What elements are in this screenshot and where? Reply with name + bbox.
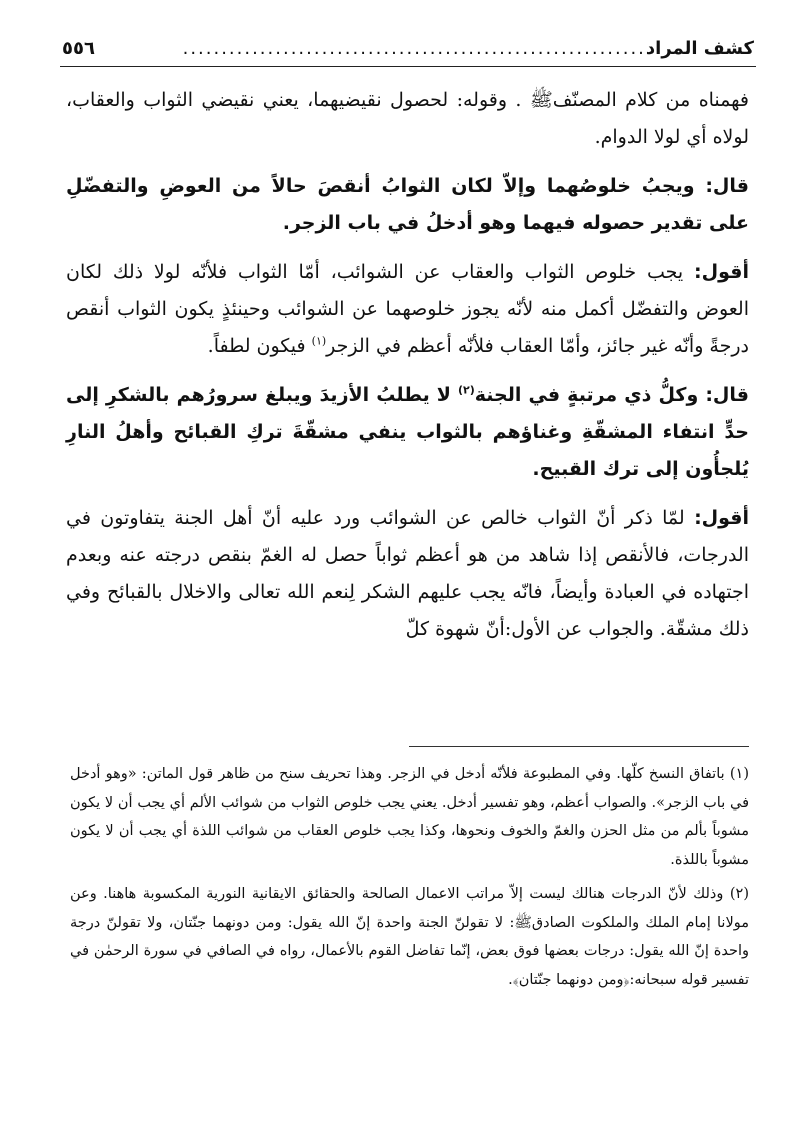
commentary-1-text: يجب خلوص الثواب والعقاب عن الشوائب، أمّا الثواب فلأنّه لولا ذلك لكان العوض والتفضّل أكمل منه لأنّه يجوز خلوصهما عن الشوائب وحينئذٍ يكون الثواب أنقص درجةً وأنّه غير جائز، وأمّا العقاب فلأنّه أعظم في الزجر xyxy=(66,261,749,357)
commentary-1 xyxy=(66,254,749,365)
paragraph-1-text: فهمناه من كلام المصنّفﷺ . وقوله: لحصول نقيضيهما، يعني نقيضي الثواب والعقاب، لولاه أي لولا الدوام. xyxy=(66,89,749,148)
footnote-ref-1[interactable]: (١) xyxy=(311,334,327,348)
quote-1-text: ويجبُ خلوصُهما وإلاّ لكان الثوابُ أنقصَ حالاً من العوضِ والتفضّلِ على تقدير حصوله فيهما وهو أدخلُ في باب الزجر. xyxy=(66,175,749,234)
page-number: ٥٥٦ xyxy=(62,37,95,59)
quote-2-tail: لا يطلبُ الأزيدَ ويبلغ سرورُهم بالشكرِ إلى حدٍّ انتفاء المشقّةِ وغناؤهم بالثواب ينفي مشقّةَ تركِ القبائح وأهلُ النارِ يُلجأُون إلى ترك القبيح. xyxy=(66,384,749,480)
quote-2-label: قال: xyxy=(705,384,749,406)
quote-2 xyxy=(66,377,749,488)
commentary-1-tail: فيكون لطفاً. xyxy=(207,335,312,357)
commentary-2-label: أقول: xyxy=(694,507,750,529)
footnotes xyxy=(70,760,749,1000)
commentary-2 xyxy=(66,500,749,648)
footnote-ref-2[interactable]: (٢) xyxy=(458,383,475,397)
header-dots: ............................................................ xyxy=(182,37,646,59)
paragraph-1 xyxy=(66,82,749,156)
footnote-2 xyxy=(70,880,749,994)
quote-1-label: قال: xyxy=(705,175,749,197)
footnote-1 xyxy=(70,760,749,874)
footnote-divider xyxy=(409,746,749,747)
book-title: كشف المراد xyxy=(645,37,754,59)
commentary-1-label: أقول: xyxy=(694,261,749,283)
footnote-2-marker: (٢) xyxy=(729,886,750,902)
footnote-2-text: وذلك لأنّ الدرجات هنالك ليست إلاّ مراتب الاعمال الصالحة والحقائق الايقانية النورية المكسوبة هاهنا. وعن مولانا إمام الملك والملكوت الصادقﷺ: لا تقولنّ الجنة واحدة إنّ الله يقول: ومن دونهما جنّتان، ولا تقولنّ درجة واحدة إنّ الله يقول: درجات بعضها فوق بعض، إنّما تفاضل القوم بالأعمال، رواه في الصافي في سورة الرحمٰن في تفسير قوله سبحانه:﴿ومن دونهما جنّتان﴾. xyxy=(70,886,749,988)
quote-1 xyxy=(66,168,749,242)
main-text xyxy=(66,82,749,660)
footnote-1-text: باتفاق النسخ كلّها. وفي المطبوعة فلأنّه أدخل في الزجر. وهذا تحريف سنح من ظاهر قول الماتن: «وهو أدخل في باب الزجر». والصواب أعظم، وهو تفسير أدخل. يعني يجب خلوص الثواب من شوائب الألم أي يجب أن لا يكون مشوباً بألم من مثل الحزن والغمّ والخوف ونحوها، وكذا يجب خلوص العقاب من شوائب اللذة أي يجب أن لا يكون مشوباً باللذة. xyxy=(70,766,749,868)
footnote-1-marker: (١) xyxy=(729,766,750,782)
page-header xyxy=(60,30,756,67)
quote-2-text: وكلُّ ذي مرتبةٍ في الجنة xyxy=(474,384,699,406)
commentary-2-text: لمّا ذكر أنّ الثواب خالص عن الشوائب ورد عليه أنّ أهل الجنة يتفاوتون في الدرجات، فالأنقص إذا شاهد من هو أعظم ثواباً حصل له الغمّ بنقص درجته عنه وبعدم اجتهاده في العبادة وأيضاً، فانّه يجب عليهم الشكر لِنعم الله تعالى والاخلال بالقبائح وفي ذلك مشقّة. والجواب عن الأول:أنّ شهوة كلّ xyxy=(66,507,749,640)
